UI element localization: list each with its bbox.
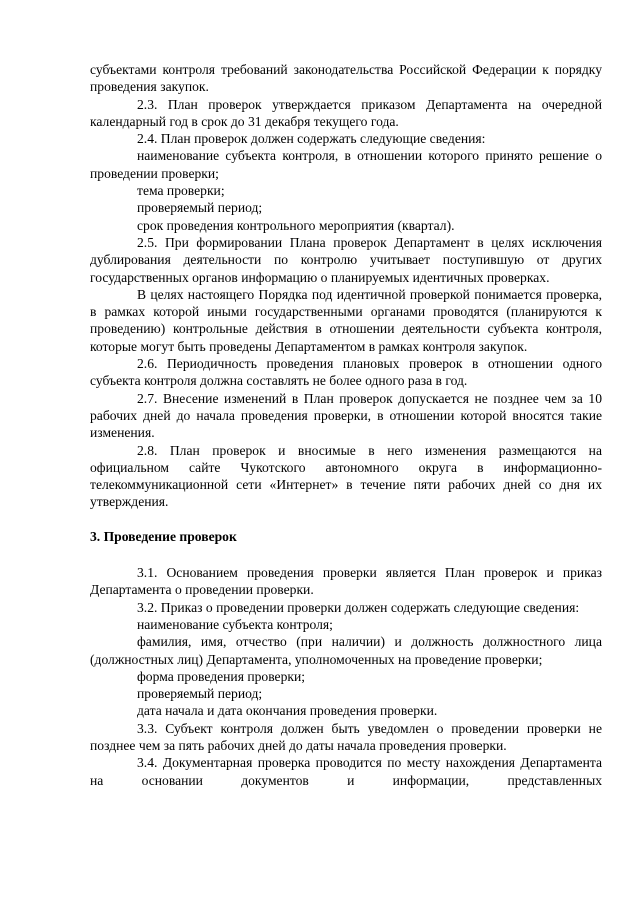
paragraph-2-6: 2.6. Периодичность проведения плановых проверок в отношении одного субъекта контроля должна составлять не более одного раза в год.	[90, 356, 602, 389]
list-item: наименование субъекта контроля, в отношении которого принято решение о проведении проверки;	[90, 148, 602, 181]
document-body	[90, 61, 602, 789]
list-item: наименование субъекта контроля;	[137, 616, 333, 632]
paragraph-2-7: 2.7. Внесение изменений в План проверок допускается не позднее чем за 10 рабочих дней до начала проведения проверки, в отношении которой вносятся такие изменения.	[90, 390, 602, 441]
paragraph-2-3: 2.3. План проверок утверждается приказом Департамента на очередной календарный год в срок до 31 декабря текущего года.	[90, 96, 602, 129]
list-item: тема проверки;	[137, 183, 225, 199]
paragraph-2-8: 2.8. План проверок и вносимые в него изменения размещаются на официальном сайте Чукотского автономного округа в информационно-телекоммуникационной сети «Интернет» в течение пяти рабочих дней со дня их утверждения.	[90, 442, 602, 510]
paragraph-3-1: 3.1. Основанием проведения проверки является План проверок и приказ Департамента о проведении проверки.	[90, 565, 602, 598]
paragraph-3-3: 3.3. Субъект контроля должен быть уведомлен о проведении проверки не позднее чем за пять рабочих дней до даты начала проведения проверки.	[90, 720, 602, 753]
list-item: срок проведения контрольного мероприятия (квартал).	[137, 217, 455, 233]
section-heading: 3. Проведение проверок	[90, 528, 237, 544]
paragraph-2-5-note: В целях настоящего Порядка под идентичной проверкой понимается проверка, в рамках которой иными государственными органами проводятся (планируются к проведению) контрольные действия в отношении деятельности субъекта контроля, которые могут быть проведены Департаментом в рамках контроля закупок.	[90, 286, 602, 354]
list-item: проверяемый период;	[137, 686, 263, 702]
paragraph-3-2: 3.2. Приказ о проведении проверки должен содержать следующие сведения:	[137, 599, 580, 615]
list-item: проверяемый период;	[137, 200, 263, 216]
paragraph-2-4: 2.4. План проверок должен содержать следующие сведения:	[137, 131, 486, 147]
list-item: дата начала и дата окончания проведения проверки.	[137, 703, 438, 719]
paragraph-continuation: субъектами контроля требований законодательства Российской Федерации к порядку проведения закупок.	[90, 62, 602, 95]
paragraph-2-5: 2.5. При формировании Плана проверок Департамент в целях исключения дублирования деятельности по контролю учитывает поступившую от других государственных органов информацию о планируемых идентичных проверках.	[90, 234, 602, 285]
list-item: фамилия, имя, отчество (при наличии) и должность должностного лица (должностных лиц) Департамента, уполномоченных на проведение проверки;	[90, 634, 602, 667]
paragraph-3-4: 3.4. Документарная проверка проводится по месту нахождения Департамента на основании документов и информации, представленных	[90, 755, 602, 788]
list-item: форма проведения проверки;	[137, 668, 306, 684]
